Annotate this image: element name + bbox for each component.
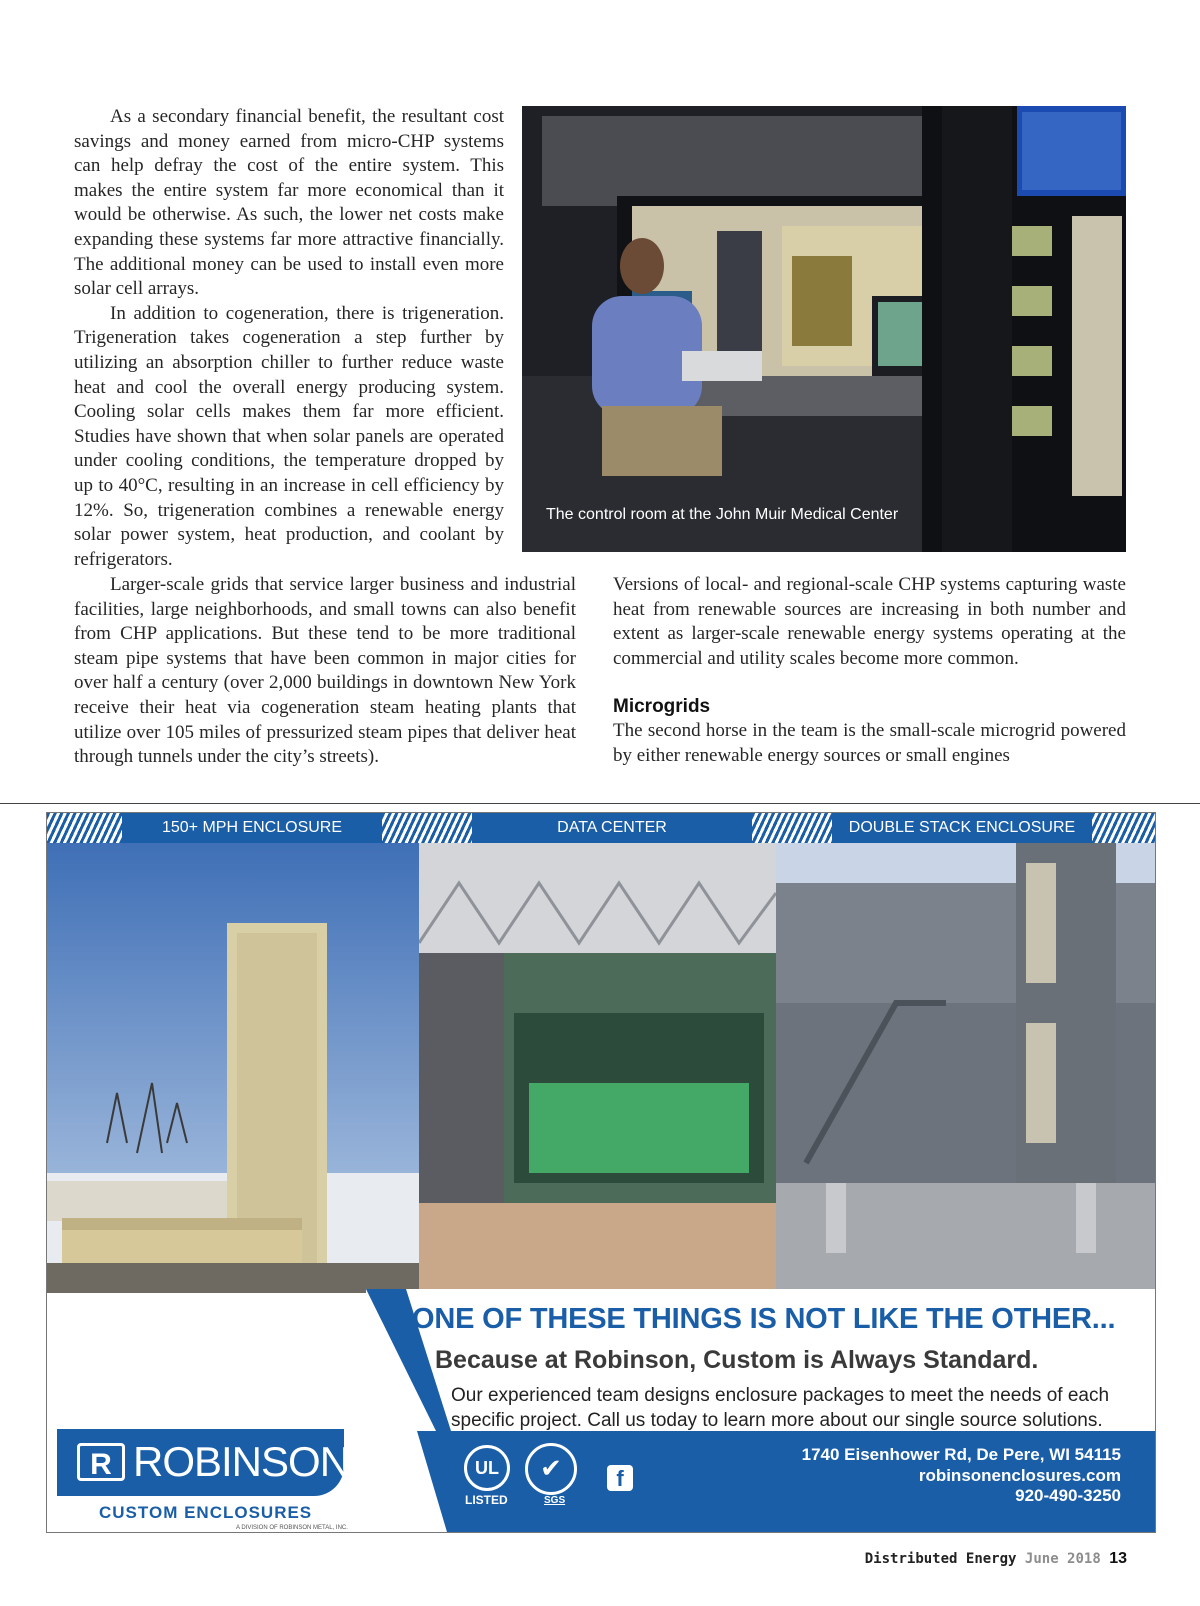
double-stack-photo xyxy=(776,843,1155,1293)
ul-listed-icon: UL xyxy=(464,1445,510,1491)
sgs-certification-icon: ✔ xyxy=(525,1443,577,1495)
tab-label-150-mph: 150+ MPH ENCLOSURE xyxy=(122,813,382,843)
robinson-logo xyxy=(57,1429,350,1496)
contact-website[interactable]: robinsonenclosures.com xyxy=(918,1465,1121,1485)
article-column-right xyxy=(613,573,1126,769)
article-column-left-top xyxy=(74,105,504,572)
photo-caption: The control room at the John Muir Medical Center xyxy=(546,506,899,523)
data-center-photo xyxy=(419,843,776,1293)
robinson-advertisement xyxy=(46,812,1156,1533)
logo-tagline: CUSTOM ENCLOSURES xyxy=(99,1503,313,1522)
contact-phone: 920-490-3250 xyxy=(1015,1486,1121,1505)
publication-name: Distributed Energy xyxy=(864,1551,1017,1567)
logo-division: A DIVISION OF ROBINSON METAL, INC. xyxy=(236,1525,348,1531)
page-number: 13 xyxy=(1109,1550,1127,1567)
article-paragraph: Versions of local- and regional-scale CHP systems capturing waste heat from renewable sources are increasing in both number and extent as larger-scale renewable energy systems operating at the commercial and utility scales become more common. xyxy=(613,574,1126,669)
stripe-decoration xyxy=(382,813,472,843)
article-paragraph: Larger-scale grids that service larger business and industrial facilities, large neighborhoods, and small towns can also benefit from CHP applications. But these tend to be more traditional steam pipe systems that have been common in major cities for over half a century (over 2,000 buildings in downtown New York receive their heat via cogeneration steam heating plants that utilize over 105 miles of pressurized steam pipes that deliver heat through tunnels under the city’s streets). xyxy=(74,574,576,768)
ad-footer xyxy=(47,1431,1155,1532)
issue-date: June 2018 xyxy=(1024,1551,1101,1567)
article-paragraph: As a secondary financial benefit, the resultant cost savings and money earned from micro-CHP systems can help defray the cost of the entire system. This makes the entire system far more economical than it would be otherwise. As such, the lower net costs make expanding these systems far more attractive financially. The additional money can be used to install even more solar cell arrays. xyxy=(74,106,504,300)
page-divider xyxy=(0,803,1200,804)
ad-headline-panel xyxy=(366,1289,1155,1431)
logo-mark: R xyxy=(77,1443,125,1481)
article-paragraph: In addition to cogeneration, there is trigeneration. Trigeneration takes cogeneration a step further by utilizing an absorption chiller to further reduce waste heat and cool the overall energy producing system. Cooling solar cells makes them far more efficient. Studies have shown that when solar panels are operated under cooling conditions, the temperature dropped by up to 40°C, resulting in an increase in cell efficiency by 12%. So, trigeneration combines a renewable energy solar power system, heat production, and coolant by refrigerators. xyxy=(74,302,504,570)
ad-contact-info xyxy=(802,1445,1121,1507)
tab-label-double-stack: DOUBLE STACK ENCLOSURE xyxy=(832,813,1092,843)
stripe-decoration xyxy=(1092,813,1155,843)
enclosure-photo xyxy=(47,843,419,1293)
ad-subheadline: Because at Robinson, Custom is Always Standard. xyxy=(435,1346,1039,1374)
article-paragraph: The second horse in the team is the small-scale microgrid powered by either renewable energy sources or small engines xyxy=(613,720,1126,766)
sgs-label: SGS xyxy=(544,1495,566,1506)
ul-listed-label: LISTED xyxy=(465,1493,508,1507)
ad-body-text: Our experienced team designs enclosure packages to meet the needs of each specific project. Call us today to learn more about our single source solutions. xyxy=(451,1385,1110,1431)
stripe-decoration xyxy=(752,813,832,843)
facebook-icon[interactable]: f xyxy=(607,1465,633,1491)
ad-headline: ONE OF THESE THINGS IS NOT LIKE THE OTHER... xyxy=(412,1303,1116,1335)
article-column-left-bottom xyxy=(74,573,576,770)
stripe-decoration xyxy=(47,813,122,843)
contact-address: 1740 Eisenhower Rd, De Pere, WI 54115 xyxy=(801,1445,1121,1464)
section-heading: Microgrids xyxy=(613,696,711,718)
logo-name: ROBINSON xyxy=(133,1438,350,1485)
tab-label-data-center: DATA CENTER xyxy=(472,813,752,843)
page-footer xyxy=(865,1550,1127,1568)
control-room-photo xyxy=(522,106,1126,552)
